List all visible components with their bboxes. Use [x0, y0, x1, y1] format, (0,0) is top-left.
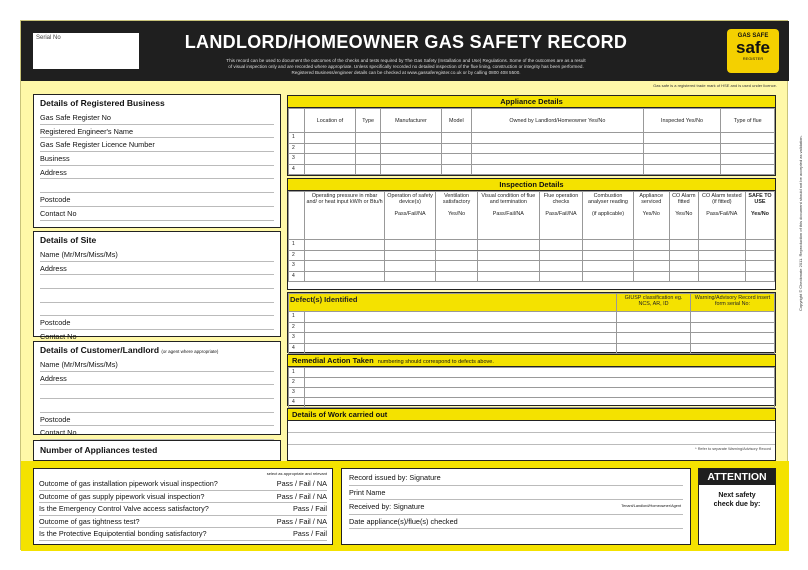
inspection-cell[interactable]: [478, 250, 540, 261]
next-check-label: [699, 485, 775, 509]
inspection-cell[interactable]: [669, 271, 698, 282]
inspection-column-options: Yes/No: [642, 211, 660, 218]
select-note: select as appropriate and relevant: [266, 471, 327, 476]
site-details-section: [33, 231, 281, 342]
customer-title-text: Details of Customer/Landlord: [40, 345, 160, 355]
defect-row: [289, 343, 775, 354]
outcomes-section: [33, 468, 333, 545]
inspection-column-options: (if applicable): [591, 211, 625, 218]
inspection-details-title: Inspection Details: [288, 179, 775, 191]
site-field-line[interactable]: [40, 275, 274, 289]
business-field-line[interactable]: [40, 179, 274, 193]
appliance-cell[interactable]: [305, 133, 356, 144]
next-check-line-1: Next safety: [718, 492, 756, 499]
inspection-cell[interactable]: [633, 240, 669, 251]
inspection-row: [289, 240, 775, 251]
inspection-column-header: [669, 192, 698, 240]
appliance-cell[interactable]: [721, 154, 775, 165]
gas-safe-logo: [727, 29, 779, 73]
inspection-cell[interactable]: [539, 250, 583, 261]
outcome-answer-options[interactable]: Pass / Fail / NA: [276, 479, 327, 488]
work-line[interactable]: [288, 433, 775, 445]
giusp-classification-cell[interactable]: [617, 343, 691, 354]
logo-main-text: safe: [735, 38, 771, 57]
inspection-column-label: SAFE TO USE: [748, 193, 772, 206]
outcome-question: Is the Protective Equipotential bonding satisfactory?: [39, 529, 207, 538]
appliance-cell[interactable]: [305, 143, 356, 154]
appliance-cell[interactable]: [472, 133, 643, 144]
appliance-cell[interactable]: [472, 164, 643, 175]
appliance-details-table: [288, 108, 775, 175]
inspection-cell[interactable]: [385, 271, 436, 282]
remedial-cell[interactable]: [305, 378, 775, 388]
appliance-cell[interactable]: [355, 143, 380, 154]
appliance-cell[interactable]: [643, 133, 721, 144]
appliances-tested-section[interactable]: [33, 440, 281, 461]
warning-advisory-cell[interactable]: [691, 312, 775, 323]
row-number: 1: [289, 133, 305, 144]
copyright-side-text: Copyright © Checkmate 2011. Reproduction of this document should not be accepted as validation.: [798, 135, 803, 311]
inspection-cell[interactable]: [385, 250, 436, 261]
serial-number-box[interactable]: [33, 33, 139, 69]
appliance-cell[interactable]: [355, 154, 380, 165]
business-field-label: Postcode: [40, 195, 71, 205]
remedial-action-section: [287, 354, 776, 406]
appliance-cell[interactable]: [441, 133, 472, 144]
row-number: 1: [289, 312, 305, 323]
inspection-cell[interactable]: [436, 271, 478, 282]
appliance-column-header: Type of flue: [721, 109, 775, 133]
inspection-row: [289, 271, 775, 282]
form-header: [21, 21, 789, 81]
appliance-column-header: Model: [441, 109, 472, 133]
warning-advisory-header: Warning/Advisory Record insert form serial No:: [691, 294, 775, 312]
site-field-label: Contact No: [40, 332, 77, 342]
inspection-cell[interactable]: [633, 271, 669, 282]
inspection-column-header: [385, 192, 436, 240]
outcome-question-row[interactable]: [39, 528, 327, 541]
row-number: 2: [289, 322, 305, 333]
inspection-column-label: Flue operation checks: [543, 193, 579, 206]
appliance-row: [289, 133, 775, 144]
inspection-cell[interactable]: [305, 261, 385, 272]
inspection-cell[interactable]: [669, 261, 698, 272]
outcome-answer-options[interactable]: Pass / Fail: [292, 529, 327, 538]
logo-bottom-text: REGISTER: [742, 56, 764, 61]
inspection-cell[interactable]: [583, 271, 633, 282]
print-name-label: Print Name: [349, 487, 386, 497]
defects-section: [287, 292, 776, 353]
inspection-row: [289, 250, 775, 261]
inspection-cell[interactable]: [669, 250, 698, 261]
business-field-label: Business: [40, 154, 70, 164]
inspection-column-options: Yes/No: [750, 211, 769, 218]
customer-field-line[interactable]: [40, 413, 274, 427]
appliance-column-header: Type: [355, 109, 380, 133]
inspection-cell[interactable]: [539, 271, 583, 282]
appliance-cell[interactable]: [381, 133, 441, 144]
inspection-column-options: Pass/Fail/NA: [394, 211, 426, 218]
giusp-classification-cell[interactable]: [617, 322, 691, 333]
appliance-column-header: Owned by Landlord/Homeowner Yes/No: [472, 109, 643, 133]
inspection-column-header: [698, 192, 745, 240]
inspection-cell[interactable]: [436, 250, 478, 261]
warning-advisory-cell[interactable]: [691, 322, 775, 333]
row-number: 1: [289, 240, 305, 251]
business-field-line[interactable]: [40, 207, 274, 221]
business-field-line[interactable]: [40, 152, 274, 166]
row-number: 2: [289, 143, 305, 154]
inspection-cell[interactable]: [633, 261, 669, 272]
outcome-answer-options[interactable]: Pass / Fail / NA: [276, 491, 327, 501]
appliance-cell[interactable]: [472, 143, 643, 154]
site-field-label: Name (Mr/Mrs/Miss/Ms): [40, 250, 118, 259]
appliance-row: [289, 154, 775, 165]
site-section-title: Details of Site: [40, 235, 97, 245]
remedial-title-text: Remedial Action Taken: [292, 356, 374, 365]
giusp-classification-header: GIUSP classification eg. NCS, AR, ID: [617, 294, 691, 312]
inspection-cell[interactable]: [436, 240, 478, 251]
remedial-row: [289, 398, 775, 408]
inspection-cell[interactable]: [583, 250, 633, 261]
defect-description-cell[interactable]: [305, 333, 617, 344]
business-field-label: Gas Safe Register No: [40, 113, 111, 122]
signatures-section: [341, 468, 691, 545]
inspection-cell[interactable]: [478, 271, 540, 282]
customer-field-line[interactable]: [40, 399, 274, 413]
inspection-cell[interactable]: [385, 261, 436, 272]
business-field-line[interactable]: [40, 166, 274, 180]
appliance-cell[interactable]: [381, 143, 441, 154]
customer-title-note: (or agent where appropriate): [161, 349, 219, 354]
inspection-column-options: Pass/Fail/NA: [545, 211, 577, 218]
inspection-column-header: [583, 192, 633, 240]
customer-section-title: [40, 345, 274, 355]
row-number-header: [289, 109, 305, 133]
inspection-column-label: Operating pressure in mbar and/ or heat input kW/h or Btu/h: [306, 193, 383, 206]
inspection-cell[interactable]: [305, 250, 385, 261]
work-footnote: * Refer to separate Warning/Advisory Record: [695, 447, 771, 451]
business-section-title: Details of Registered Business: [40, 98, 165, 108]
business-field-line[interactable]: [40, 125, 274, 139]
customer-field-line[interactable]: [40, 426, 274, 440]
serial-number-label: Serial No: [36, 35, 61, 41]
remedial-cell[interactable]: [305, 368, 775, 378]
site-field-line[interactable]: [40, 303, 274, 317]
row-number: 2: [289, 378, 305, 388]
appliance-details-section: [287, 95, 776, 176]
inspection-cell[interactable]: [669, 240, 698, 251]
remedial-row: [289, 368, 775, 378]
defect-description-cell[interactable]: [305, 343, 617, 354]
giusp-classification-cell[interactable]: [617, 312, 691, 323]
appliance-cell[interactable]: [355, 133, 380, 144]
remedial-action-table: [288, 367, 775, 408]
bottom-band: [21, 461, 789, 551]
next-check-line-2: check due by:: [713, 501, 761, 508]
inspection-column-options: Pass/Fail/NA: [492, 211, 524, 218]
work-line[interactable]: [288, 421, 775, 433]
inspection-cell[interactable]: [745, 261, 774, 272]
outcome-question: Outcome of gas installation pipework visual inspection?: [39, 479, 218, 488]
inspection-cell[interactable]: [698, 261, 745, 272]
inspection-cell[interactable]: [478, 240, 540, 251]
inspection-cell[interactable]: [698, 250, 745, 261]
customer-details-section: [33, 341, 281, 438]
appliance-cell[interactable]: [643, 154, 721, 165]
inspection-cell[interactable]: [745, 250, 774, 261]
site-field-line[interactable]: [40, 262, 274, 276]
defect-description-cell[interactable]: [305, 312, 617, 323]
appliance-cell[interactable]: [355, 164, 380, 175]
business-field-line[interactable]: [40, 193, 274, 207]
issued-by-label: Record issued by: Signature: [349, 473, 441, 482]
remedial-action-title: [288, 355, 775, 367]
remedial-title-note: numbering should correspond to defects above.: [377, 359, 494, 365]
inspection-column-header: [745, 192, 774, 240]
site-field-line[interactable]: [40, 316, 274, 330]
subtitle-line-1: This record can be used to document the outcomes of the checks and tests required by The Gas Safety (Installation and Use) Regulations. Some of the outcomes are as a result: [226, 58, 586, 63]
defect-row: [289, 333, 775, 344]
appliance-cell[interactable]: [441, 164, 472, 175]
attention-title: ATTENTION: [699, 469, 775, 485]
giusp-classification-cell[interactable]: [617, 333, 691, 344]
customer-field-label: Postcode: [40, 414, 71, 424]
inspection-column-options: Yes/No: [447, 211, 466, 218]
inspection-column-label: Ventilation satisfactory: [442, 193, 471, 206]
remedial-cell[interactable]: [305, 388, 775, 398]
appliance-row: [289, 164, 775, 175]
outcome-answer-options[interactable]: Pass / Fail: [292, 504, 327, 513]
outcome-question-row[interactable]: [39, 478, 327, 491]
appliance-details-title: Appliance Details: [288, 96, 775, 108]
appliance-cell[interactable]: [381, 164, 441, 175]
customer-field-line[interactable]: [40, 372, 274, 386]
appliance-cell[interactable]: [721, 133, 775, 144]
site-field-label: Postcode: [40, 318, 71, 328]
inspection-cell[interactable]: [305, 240, 385, 251]
inspection-cell[interactable]: [478, 261, 540, 272]
appliance-row: [289, 143, 775, 154]
site-field-line[interactable]: [40, 248, 274, 262]
defects-title: Defect(s) Identified: [289, 294, 617, 312]
appliance-cell[interactable]: [721, 143, 775, 154]
inspection-cell[interactable]: [385, 240, 436, 251]
business-field-label: Address: [40, 167, 67, 177]
customer-field-line[interactable]: [40, 385, 274, 399]
trademark-note: Gas safe is a registered trade mark of HSE and is used under licence.: [653, 83, 777, 88]
customer-field-label: Name (Mr/Mrs/Miss/Ms): [40, 360, 118, 369]
inspection-cell[interactable]: [539, 240, 583, 251]
business-field-line[interactable]: [40, 138, 274, 152]
inspection-column-label: CO Alarm tested (if fitted): [702, 193, 742, 206]
customer-field-label: Address: [40, 373, 67, 383]
business-field-label: Gas Safe Register Licence Number: [40, 140, 155, 150]
site-field-label: Address: [40, 263, 67, 273]
inspection-column-header: [436, 192, 478, 240]
inspection-column-header: [539, 192, 583, 240]
inspection-cell[interactable]: [745, 271, 774, 282]
appliances-tested-label: Number of Appliances tested: [40, 445, 158, 455]
subtitle-line-2: of visual inspection only and are recorded where appropriate. Unless specifically recorded no detailed inspection of the flue lining, construction or integrity has been performed.: [228, 64, 584, 69]
defect-description-cell[interactable]: [305, 322, 617, 333]
appliance-cell[interactable]: [441, 143, 472, 154]
date-checked-label: Date appliance(s)/flue(s) checked: [349, 516, 458, 526]
row-number: 4: [289, 164, 305, 175]
appliance-cell[interactable]: [721, 164, 775, 175]
site-field-line[interactable]: [40, 289, 274, 303]
outcome-question: Outcome of gas supply pipework visual inspection?: [39, 491, 205, 501]
appliance-cell[interactable]: [643, 164, 721, 175]
customer-field-label: Contact No: [40, 428, 77, 438]
row-number: 3: [289, 388, 305, 398]
row-number: 3: [289, 333, 305, 344]
appliance-cell[interactable]: [441, 154, 472, 165]
row-number: 3: [289, 261, 305, 272]
appliance-cell[interactable]: [472, 154, 643, 165]
inspection-cell[interactable]: [633, 250, 669, 261]
issued-by-signature-line[interactable]: [349, 471, 683, 486]
form-subtitle: [171, 58, 641, 76]
row-number: 4: [289, 343, 305, 354]
inspection-column-label: Operation of safety device(s): [387, 193, 433, 206]
defect-row: [289, 312, 775, 323]
outcome-question: Is the Emergency Control Valve access satisfactory?: [39, 504, 209, 513]
customer-field-line[interactable]: [40, 358, 274, 372]
date-checked-line[interactable]: [349, 515, 683, 530]
received-by-note: Tenant/Landlord/Homeowner/Agent: [621, 503, 681, 508]
row-number: 4: [289, 398, 305, 408]
inspection-column-label: Combustion analyser reading: [588, 193, 628, 206]
appliance-column-header: Location of: [305, 109, 356, 133]
appliance-column-header: Inspected Yes/No: [643, 109, 721, 133]
registered-business-section: [33, 94, 281, 228]
appliance-cell[interactable]: [381, 154, 441, 165]
inspection-row: [289, 261, 775, 272]
defect-row: [289, 322, 775, 333]
inspection-cell[interactable]: [698, 271, 745, 282]
inspection-column-header: [478, 192, 540, 240]
appliance-column-header: Manufacturer: [381, 109, 441, 133]
appliance-cell[interactable]: [305, 164, 356, 175]
defects-table: [288, 293, 775, 354]
subtitle-line-3: Registered Business/engineer details can be checked at www.gassaferegister.co.uk or by calling 0800 408 5500.: [291, 70, 521, 75]
received-by-label: Received by: Signature: [349, 502, 425, 511]
inspection-cell[interactable]: [436, 261, 478, 272]
outcome-question-row[interactable]: [39, 503, 327, 516]
gas-safety-record-form: [20, 20, 803, 550]
outcome-answer-options[interactable]: Pass / Fail / NA: [276, 516, 327, 526]
row-number: 1: [289, 368, 305, 378]
inspection-cell[interactable]: [583, 240, 633, 251]
inspection-column-options: Pass/Fail/NA: [706, 211, 738, 218]
warning-advisory-cell[interactable]: [691, 333, 775, 344]
remedial-row: [289, 388, 775, 398]
business-field-label: Registered Engineer's Name: [40, 126, 134, 136]
row-number-header: [289, 192, 305, 240]
warning-advisory-cell[interactable]: [691, 343, 775, 354]
work-carried-out-section: [287, 408, 776, 461]
inspection-cell[interactable]: [745, 240, 774, 251]
attention-box[interactable]: [698, 468, 776, 545]
inspection-column-header: [305, 192, 385, 240]
inspection-column-label: Visual condition of flue and termination: [481, 193, 536, 206]
outcome-question-row[interactable]: [39, 516, 327, 529]
business-field-label: Contact No: [40, 208, 77, 218]
inspection-details-table: [288, 191, 775, 282]
row-number: 3: [289, 154, 305, 165]
inspection-details-section: [287, 178, 776, 290]
appliance-cell[interactable]: [305, 154, 356, 165]
row-number: 4: [289, 271, 305, 282]
remedial-cell[interactable]: [305, 398, 775, 408]
inspection-cell[interactable]: [583, 261, 633, 272]
outcome-question: Outcome of gas tightness test?: [39, 516, 140, 526]
outcome-question-row[interactable]: [39, 491, 327, 504]
received-by-signature-line[interactable]: [349, 500, 683, 515]
form-title: LANDLORD/HOMEOWNER GAS SAFETY RECORD: [184, 32, 628, 52]
inspection-cell[interactable]: [539, 261, 583, 272]
business-field-line[interactable]: [40, 111, 274, 125]
logo-top-text: GAS SAFE: [737, 33, 769, 39]
inspection-cell[interactable]: [305, 271, 385, 282]
inspection-column-header: [633, 192, 669, 240]
appliance-cell[interactable]: [643, 143, 721, 154]
work-carried-out-title: Details of Work carried out: [288, 409, 775, 421]
remedial-row: [289, 378, 775, 388]
inspection-column-options: Yes/No: [675, 211, 693, 218]
inspection-cell[interactable]: [698, 240, 745, 251]
inspection-column-label: CO Alarm fitted: [672, 193, 696, 206]
row-number: 2: [289, 250, 305, 261]
inspection-column-label: Appliance serviced: [639, 193, 664, 206]
